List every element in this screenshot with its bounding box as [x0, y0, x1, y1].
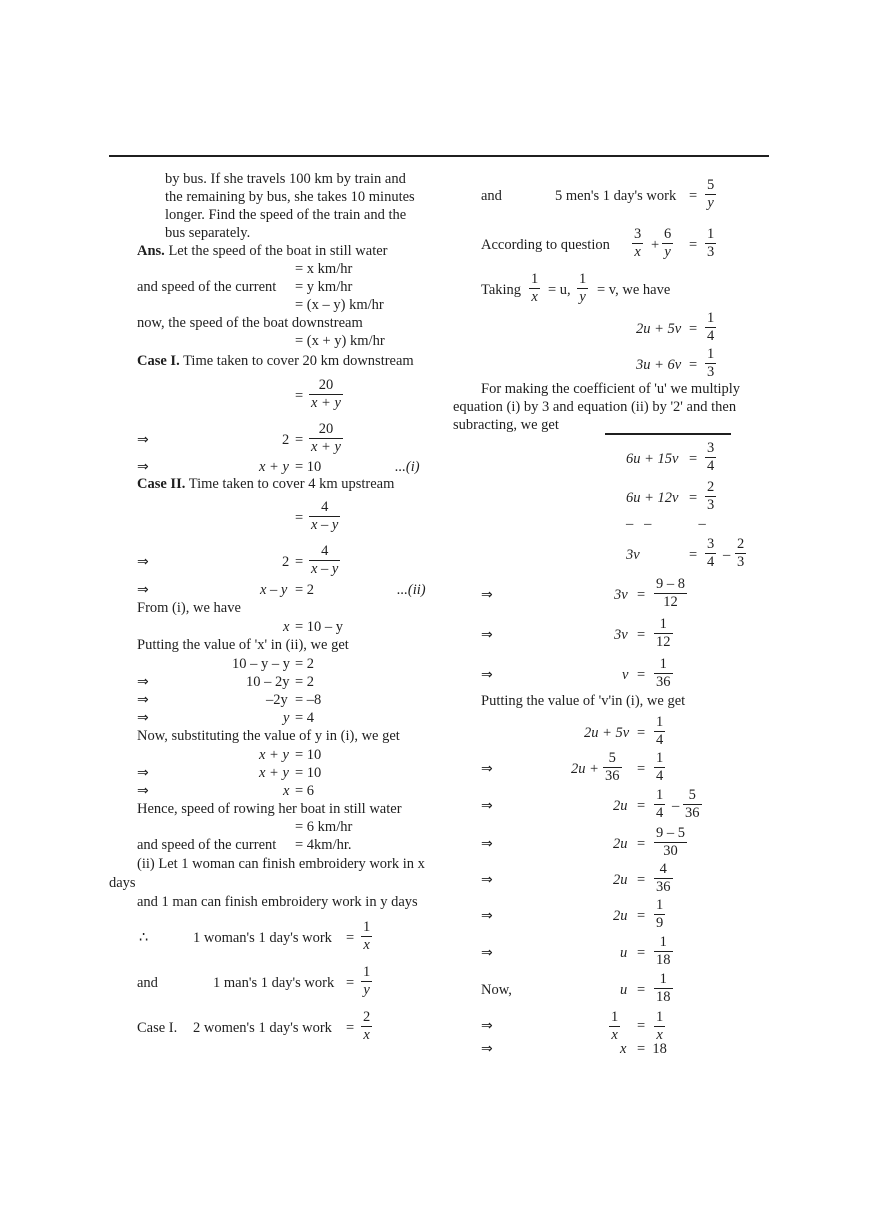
eq-upstream: = (x – y) km/hr — [295, 297, 384, 313]
denominator: 4 — [656, 805, 664, 821]
implies-arrow: ⇒ — [481, 1041, 493, 1057]
according-text: According to question — [481, 237, 610, 253]
step5-rhs: = 10 — [295, 747, 322, 763]
from-i-text: From (i), we have — [137, 600, 241, 616]
eq-f-lhs: 3v — [614, 587, 628, 603]
equals-sign: = — [295, 388, 304, 404]
implies-arrow: ⇒ — [137, 459, 149, 475]
equals-sign: = — [689, 237, 698, 253]
eq-speed-boat: = x km/hr — [295, 261, 353, 277]
implies-arrow: ⇒ — [481, 836, 493, 852]
numerator: 9 – 8 — [656, 576, 685, 592]
step4-lhs: y — [283, 710, 290, 726]
fraction-4-over-xmy — [309, 499, 340, 534]
numerator: 2 — [363, 1009, 371, 1025]
man-work-text: and 1 man can finish embroidery work in y days — [137, 894, 418, 910]
eq-c-lhs: 6u + 15v — [626, 451, 679, 467]
denominator: 36 — [656, 879, 671, 895]
denominator: 18 — [656, 989, 671, 1005]
denominator: x + y — [311, 439, 341, 455]
eq-g-lhs: 3v — [614, 627, 628, 643]
numerator: 3 — [707, 536, 715, 552]
numerator: 2 — [737, 536, 745, 552]
fraction-1-over-3 — [705, 226, 716, 261]
equals-u: = u, — [548, 282, 571, 298]
man-work-label: 1 man's 1 day's work — [213, 975, 335, 991]
equals-sign: = — [346, 975, 355, 991]
eq-j-lhs: 2u + — [571, 761, 599, 777]
eq-p-lhs: u — [620, 982, 628, 998]
putting-x-text: Putting the value of 'x' in (ii), we get — [137, 637, 349, 653]
fraction-20-over-xpy — [309, 377, 343, 412]
denominator: x – y — [311, 561, 339, 577]
therefore-symbol: ∴ — [139, 930, 149, 946]
fraction-1-over-x — [361, 919, 372, 954]
numerator: 1 — [579, 271, 587, 287]
and-label: and — [137, 975, 158, 991]
implies-arrow: ⇒ — [137, 432, 149, 448]
eq-speed-current: = y km/hr — [295, 279, 353, 295]
intro-line-1: by bus. If she travels 100 km by train and — [165, 171, 406, 187]
numerator: 4 — [321, 543, 329, 559]
fraction-4-over-36 — [654, 861, 673, 896]
eq2-lhs: x – y — [260, 582, 288, 598]
denominator: 30 — [654, 842, 687, 860]
fraction-2-over-3 — [735, 536, 746, 571]
case2-label: Case II. — [137, 476, 186, 492]
denominator: 3 — [737, 554, 745, 570]
denominator: x — [609, 1026, 620, 1044]
step4-rhs: = 4 — [295, 710, 315, 726]
fraction-1-over-x — [654, 1009, 665, 1044]
x-lhs: x — [283, 619, 290, 635]
denominator: 4 — [707, 328, 715, 344]
woman-work-label: 1 woman's 1 day's work — [193, 930, 332, 946]
plus-sign: + — [651, 237, 660, 253]
implies-arrow: ⇒ — [137, 783, 149, 799]
numerator: 4 — [659, 861, 667, 877]
implies-arrow: ⇒ — [481, 798, 493, 814]
numerator: 6 — [664, 226, 672, 242]
equals-sign: = — [637, 587, 646, 603]
eq-boat-speed-result: = 6 km/hr — [295, 819, 353, 835]
equals-sign: = — [346, 930, 355, 946]
fraction-5-over-36 — [603, 750, 622, 785]
fraction-1-over-x — [529, 271, 540, 306]
fraction-9m8-over-12 — [654, 576, 687, 611]
denominator: x – y — [311, 517, 339, 533]
denominator: 9 — [656, 915, 664, 931]
implies-arrow: ⇒ — [137, 582, 149, 598]
lhs-two: 2 — [282, 554, 290, 570]
minus-signs-row: – – – — [626, 516, 706, 532]
fraction-4-over-xmy — [309, 543, 340, 578]
equals-v-we-have: = v, we have — [597, 282, 671, 298]
numerator: 1 — [656, 750, 664, 766]
numerator: 1 — [656, 714, 664, 730]
eq-i-lhs: 2u + 5v — [584, 725, 630, 741]
minus-sign: – — [672, 798, 680, 814]
downstream-label: now, the speed of the boat downstream — [137, 315, 363, 331]
numerator: 1 — [659, 971, 667, 987]
fraction-3-over-x — [632, 226, 643, 261]
denominator: 12 — [656, 634, 671, 650]
fraction-5-over-36 — [683, 787, 702, 822]
numerator: 1 — [707, 310, 715, 326]
ans-text: Let the speed of the boat in still water — [168, 243, 388, 259]
denominator: 4 — [707, 554, 715, 570]
fraction-3-over-4 — [705, 440, 716, 475]
eq-o-lhs: u — [620, 945, 628, 961]
denominator: x — [361, 1026, 372, 1044]
putting-v-text: Putting the value of 'v'in (i), we get — [481, 693, 686, 709]
now-label: Now, — [481, 982, 512, 998]
para-line-3: subracting, we get — [453, 417, 559, 433]
eq-b-lhs: 3u + 6v — [636, 357, 682, 373]
eq-m-lhs: 2u — [613, 872, 628, 888]
case1-text: Time taken to cover 20 km downstream — [183, 353, 414, 369]
case1b-label: Case I. — [137, 1020, 178, 1036]
top-rule — [109, 155, 769, 157]
hence-text: Hence, speed of rowing her boat in still water — [137, 801, 402, 817]
fraction-1-over-36 — [654, 656, 673, 691]
and-label: and — [481, 188, 502, 204]
eq-a-lhs: 2u + 5v — [636, 321, 682, 337]
fraction-1-over-4 — [705, 310, 716, 345]
equals-sign: = — [637, 836, 646, 852]
implies-arrow: ⇒ — [481, 1018, 493, 1034]
current-label: and speed of the current — [137, 279, 277, 295]
numerator: 1 — [611, 1009, 619, 1025]
case2-text: Time taken to cover 4 km upstream — [188, 476, 395, 492]
fraction-20-over-xpy — [309, 421, 343, 456]
denominator: y — [662, 243, 673, 261]
step6-lhs: x + y — [259, 765, 289, 781]
eq-l-lhs: 2u — [613, 836, 628, 852]
lhs-two: 2 — [282, 432, 290, 448]
equals-sign: = — [637, 667, 646, 683]
equals-sign: = — [637, 798, 646, 814]
step3-lhs: –2y — [266, 692, 288, 708]
fraction-1-over-4 — [654, 714, 665, 749]
implies-arrow: ⇒ — [481, 945, 493, 961]
ans-label: Ans. — [137, 243, 165, 259]
equation-ref-i: ...(i) — [395, 459, 420, 475]
equals-sign: = — [295, 432, 304, 448]
eq-q-rhs: = 18 — [637, 1041, 667, 1057]
numerator: 1 — [659, 934, 667, 950]
denominator: x + y — [311, 395, 341, 411]
denominator: 4 — [656, 768, 664, 784]
denominator: x — [632, 243, 643, 261]
denominator: 36 — [656, 674, 671, 690]
fraction-2-over-3 — [705, 479, 716, 514]
part2-line-1: (ii) Let 1 woman can finish embroidery work in x — [137, 856, 425, 872]
denominator: 4 — [656, 732, 664, 748]
equals-sign: = — [637, 945, 646, 961]
denominator: y — [577, 288, 588, 306]
fraction-3-over-4 — [705, 536, 716, 571]
numerator: 3 — [707, 440, 715, 456]
denominator: 12 — [654, 593, 687, 611]
case2-line — [137, 475, 394, 493]
implies-arrow: ⇒ — [481, 872, 493, 888]
denominator: y — [361, 981, 372, 999]
fraction-1-over-3 — [705, 346, 716, 381]
subtraction-rule — [605, 433, 731, 435]
x-rhs: = 10 – y — [295, 619, 344, 635]
denominator: x — [654, 1026, 665, 1044]
step7-lhs: x — [283, 783, 290, 799]
equals-sign: = — [637, 761, 646, 777]
para-line-1: For making the coefficient of 'u' we multiply — [481, 381, 741, 397]
numerator: 9 – 5 — [656, 825, 685, 841]
numerator: 1 — [707, 226, 715, 242]
numerator: 1 — [659, 656, 667, 672]
equals-sign: = — [637, 872, 646, 888]
eq-downstream: = (x + y) km/hr — [295, 333, 385, 349]
taking-text: Taking — [481, 282, 522, 298]
eq-k-lhs: 2u — [613, 798, 628, 814]
fraction-9m5-over-30 — [654, 825, 687, 860]
numerator: 1 — [531, 271, 539, 287]
denominator: y — [705, 194, 716, 212]
numerator: 20 — [318, 421, 334, 437]
fraction-1-over-y — [361, 964, 372, 999]
step2-rhs: = 2 — [295, 674, 315, 690]
step1-rhs: = 2 — [295, 656, 315, 672]
ans-line — [137, 242, 387, 260]
implies-arrow: ⇒ — [137, 765, 149, 781]
equals-sign: = — [689, 357, 698, 373]
implies-arrow: ⇒ — [137, 692, 149, 708]
equals-sign: = — [637, 908, 646, 924]
eq1-lhs: x + y — [259, 459, 289, 475]
fraction-1-over-9 — [654, 897, 665, 932]
eq-q-lhs: x — [620, 1041, 627, 1057]
step7-rhs: = 6 — [295, 783, 315, 799]
eq1-rhs: = 10 — [295, 459, 322, 475]
eq-h-lhs: v — [622, 667, 629, 683]
fraction-1-over-12 — [654, 616, 673, 651]
eq-current-speed-result: = 4km/hr. — [295, 837, 352, 853]
implies-arrow: ⇒ — [481, 587, 493, 603]
implies-arrow: ⇒ — [137, 554, 149, 570]
equals-sign: = — [637, 627, 646, 643]
intro-line-3: longer. Find the speed of the train and the — [165, 207, 407, 223]
numerator: 5 — [688, 787, 696, 803]
equals-sign: = — [295, 554, 304, 570]
implies-arrow: ⇒ — [481, 908, 493, 924]
implies-arrow: ⇒ — [137, 674, 149, 690]
implies-arrow: ⇒ — [481, 667, 493, 683]
numerator: 1 — [656, 1009, 664, 1025]
step2-lhs: 10 – 2y — [246, 674, 290, 690]
case1-line — [137, 352, 414, 370]
eq-d-lhs: 6u + 12v — [626, 490, 679, 506]
eq-n-lhs: 2u — [613, 908, 628, 924]
numerator: 1 — [363, 964, 371, 980]
fraction-2-over-x — [361, 1009, 372, 1044]
fraction-1-over-y — [577, 271, 588, 306]
numerator: 5 — [707, 177, 715, 193]
denominator: 3 — [707, 497, 715, 513]
case1-label: Case I. — [137, 353, 180, 369]
numerator: 3 — [634, 226, 642, 242]
implies-arrow: ⇒ — [481, 627, 493, 643]
fraction-1-over-18 — [654, 934, 673, 969]
denominator: 4 — [707, 458, 715, 474]
step1-lhs: 10 – y – y — [232, 656, 290, 672]
step6-rhs: = 10 — [295, 765, 322, 781]
equals-sign: = — [689, 547, 698, 563]
equals-sign: = — [295, 510, 304, 526]
numerator: 1 — [707, 346, 715, 362]
numerator: 5 — [608, 750, 616, 766]
fraction-6-over-y — [662, 226, 673, 261]
step3-rhs: = –8 — [295, 692, 322, 708]
denominator: x — [361, 936, 372, 954]
numerator: 1 — [656, 897, 664, 913]
para-line-2: equation (i) by 3 and equation (ii) by '2' and then — [453, 399, 737, 415]
equals-sign: = — [346, 1020, 355, 1036]
numerator: 4 — [321, 499, 329, 515]
numerator: 1 — [659, 616, 667, 632]
women-work-label: 2 women's 1 day's work — [193, 1020, 332, 1036]
equals-sign: = — [637, 982, 646, 998]
equation-ref-ii: ...(ii) — [397, 582, 426, 598]
fraction-1-over-x — [609, 1009, 620, 1044]
substituting-text: Now, substituting the value of y in (i), we get — [137, 728, 400, 744]
numerator: 1 — [363, 919, 371, 935]
equals-sign: = — [689, 321, 698, 337]
numerator: 2 — [707, 479, 715, 495]
denominator: 36 — [685, 805, 700, 821]
equals-sign: = — [689, 188, 698, 204]
fraction-5-over-y — [705, 177, 716, 212]
eq-e-lhs: 3v — [626, 547, 640, 563]
equals-sign: = — [637, 1018, 646, 1034]
fraction-1-over-4 — [654, 787, 665, 822]
denominator: x — [529, 288, 540, 306]
intro-line-4: bus separately. — [165, 225, 251, 241]
implies-arrow: ⇒ — [137, 710, 149, 726]
equals-sign: = — [689, 490, 698, 506]
denominator: 36 — [605, 768, 620, 784]
numerator: 1 — [656, 787, 664, 803]
denominator: 3 — [707, 244, 715, 260]
numerator: 20 — [318, 377, 334, 393]
part2-line-2: days — [109, 875, 136, 891]
equals-sign: = — [689, 451, 698, 467]
denominator: 3 — [707, 364, 715, 380]
denominator: 18 — [656, 952, 671, 968]
current-final-label: and speed of the current — [137, 837, 277, 853]
step5-lhs: x + y — [259, 747, 289, 763]
minus-sign: – — [723, 547, 731, 563]
fraction-1-over-18 — [654, 971, 673, 1006]
equals-sign: = — [637, 725, 646, 741]
men-work-label: 5 men's 1 day's work — [555, 188, 677, 204]
fraction-1-over-4 — [654, 750, 665, 785]
implies-arrow: ⇒ — [481, 761, 493, 777]
intro-line-2: the remaining by bus, she takes 10 minutes — [165, 189, 415, 205]
eq2-rhs: = 2 — [295, 582, 315, 598]
